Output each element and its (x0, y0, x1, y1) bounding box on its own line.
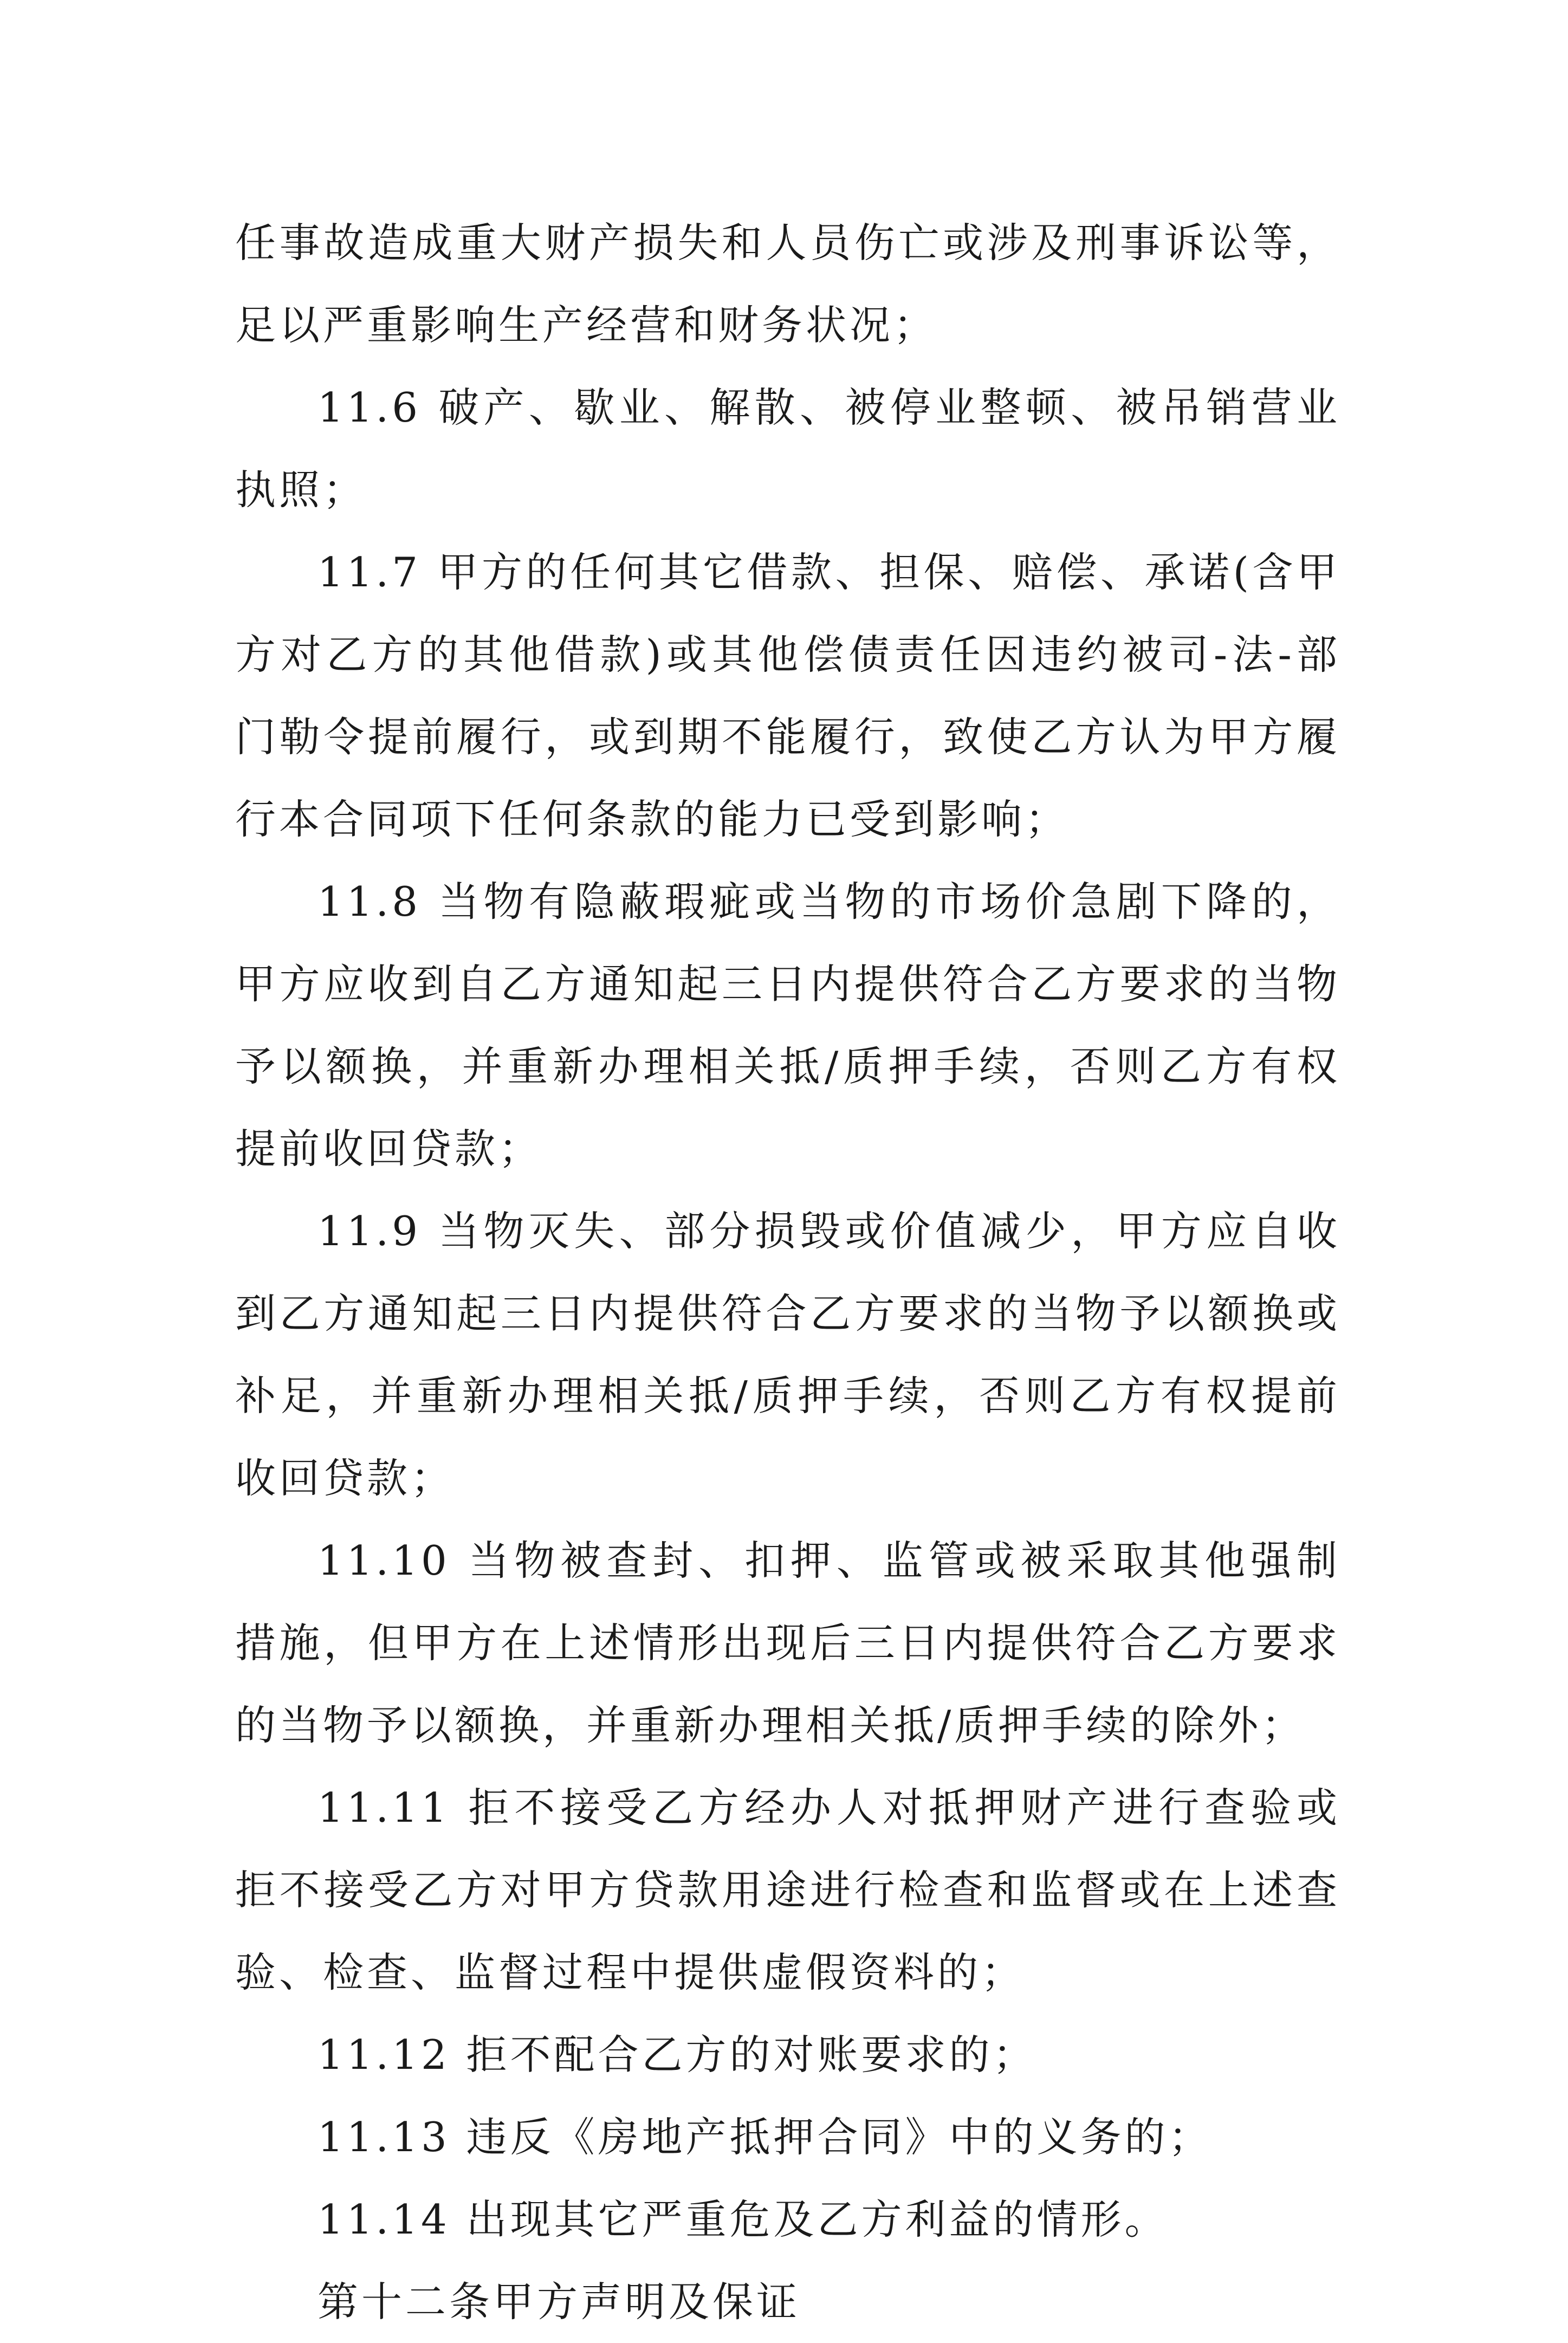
clause-11-12: 11.12 拒不配合乙方的对账要求的； (318, 2031, 1037, 2079)
clause-11-6: 11.6 破产、歇业、解散、被停业整顿、被吊销营业执照； (235, 384, 1340, 514)
paragraph-continuation: 任事故造成重大财产损失和人员伤亡或涉及刑事诉讼等，足以严重影响生产经营和财务状况； (235, 219, 1340, 349)
clause-11-11: 11.11 拒不接受乙方经办人对抵押财产进行查验或拒不接受乙方对甲方贷款用途进行检查和监督或在上述查验、检查、监督过程中提供虚假资料的； (235, 1784, 1340, 1996)
document-body (235, 202, 1340, 2343)
clause-11-8: 11.8 当物有隐蔽瑕疵或当物的市场价急剧下降的，甲方应收到自乙方通知起三日内提供符合乙方要求的当物予以额换，并重新办理相关抵/质押手续，否则乙方有权提前收回贷款； (235, 878, 1340, 1173)
article-12-heading: 第十二条甲方声明及保证 (318, 2278, 801, 2326)
clause-11-7: 11.7 甲方的任何其它借款、担保、赔偿、承诺(含甲方对乙方的其他借款)或其他偿债责任因违约被司-法-部门勒令提前履行，或到期不能履行，致使乙方认为甲方履行本合同项下任何条款的能力已受到影响； (235, 548, 1340, 843)
clause-11-9: 11.9 当物灭失、部分损毁或价值减少，甲方应自收到乙方通知起三日内提供符合乙方要求的当物予以额换或补足，并重新办理相关抵/质押手续，否则乙方有权提前收回贷款； (235, 1207, 1340, 1502)
clause-11-13: 11.13 违反《房地产抵押合同》中的义务的； (318, 2113, 1213, 2161)
clause-11-14: 11.14 出现其它严重危及乙方利益的情形。 (318, 2196, 1169, 2243)
clause-11-10: 11.10 当物被查封、扣押、监管或被采取其他强制措施，但甲方在上述情形出现后三日内提供符合乙方要求的当物予以额换，并重新办理相关抵/质押手续的除外； (235, 1537, 1340, 1749)
